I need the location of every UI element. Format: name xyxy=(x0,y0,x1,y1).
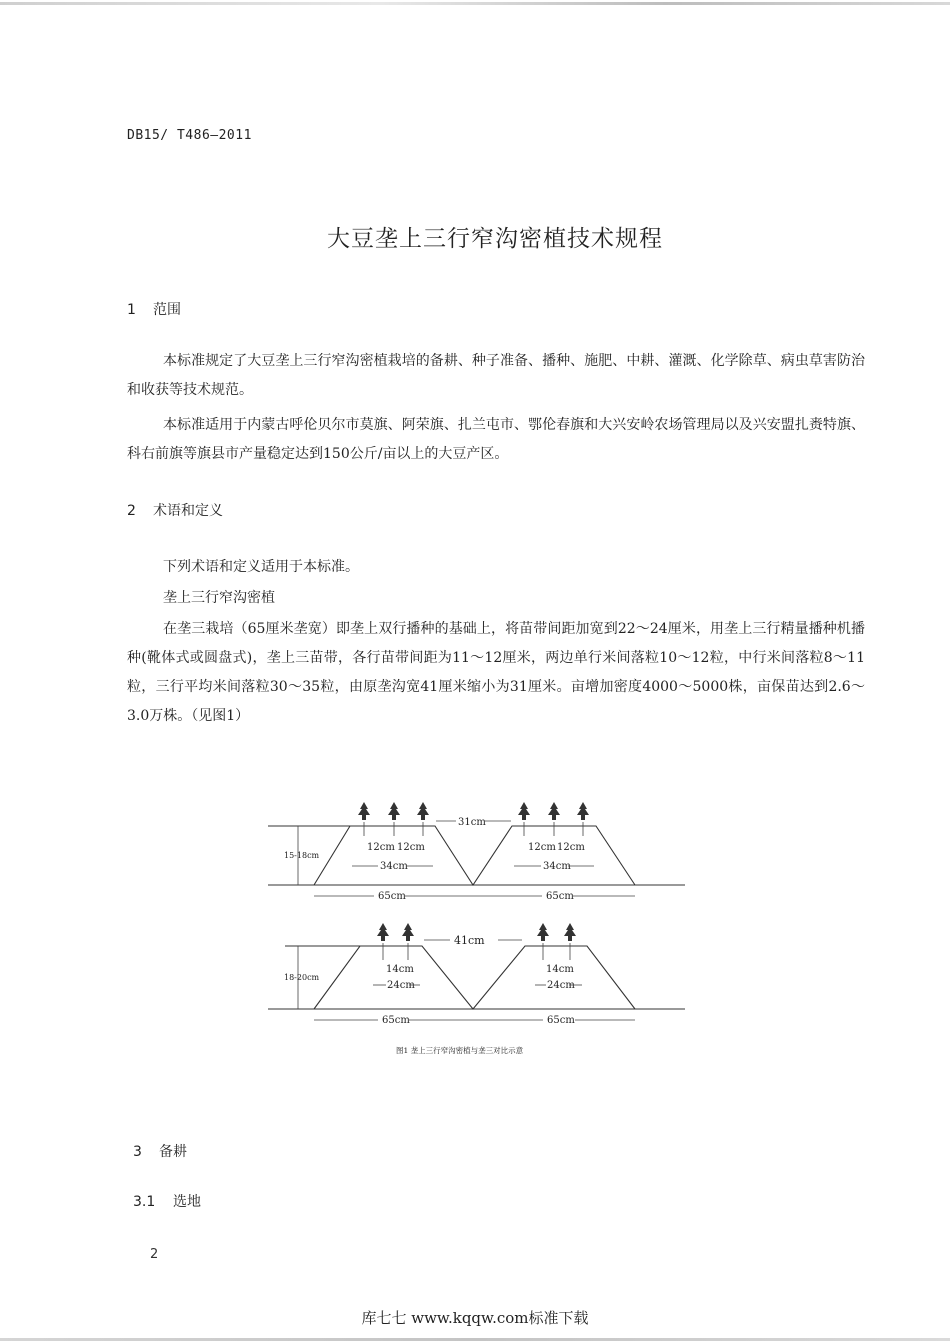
figure-1-diagram xyxy=(260,800,700,1070)
section-number: 3 xyxy=(133,1144,142,1160)
scan-edge-top xyxy=(0,2,950,5)
ridge-width-label: 65cm xyxy=(546,891,574,902)
band-width-label: 34cm xyxy=(380,861,408,872)
row-spacing-label: 12cm xyxy=(528,842,556,853)
ridge-width-label: 65cm xyxy=(382,1015,410,1026)
document-code: DB15/ T486—2011 xyxy=(127,128,252,143)
footer-watermark: 库七七 www.kqqw.com标准下载 xyxy=(361,1309,589,1327)
section-3-1-heading xyxy=(133,1191,201,1211)
section-title: 范围 xyxy=(153,302,181,318)
ridge-width-label: 65cm xyxy=(378,891,406,902)
section-title: 选地 xyxy=(173,1194,201,1210)
plant-icon xyxy=(537,923,549,941)
row-spacing-label: 14cm xyxy=(546,964,574,975)
plant-icon xyxy=(417,802,429,820)
bottom-ridge-diagram xyxy=(268,923,685,1026)
row-spacing-label: 14cm xyxy=(386,964,414,975)
plant-icon xyxy=(564,923,576,941)
row-spacing-label: 12cm xyxy=(397,842,425,853)
document-title: 大豆垄上三行窄沟密植技术规程 xyxy=(327,226,663,252)
scope-paragraph-2: 本标准适用于内蒙古呼伦贝尔市莫旗、阿荣旗、扎兰屯市、鄂伦春旗和大兴安岭农场管理局以及兴安盟扎赉特旗、科右前旗等旗县市产量稳定达到150公斤/亩以上的大豆产区。 xyxy=(127,417,865,462)
term-definition: 在垄三栽培（65厘米垄宽）即垄上双行播种的基础上，将苗带间距加宽到22～24厘米，用垄上三行精量播种机播种(靴体式或圆盘式)，垄上三苗带，各行苗带间距为11～12厘米，两边单行米间落粒10～12粒，中行米间落粒8～11粒，三行平均米间落粒30～35粒，由原垄沟宽41厘米缩小为31厘米。亩增加密度4000～5000株，亩保苗达到2.6～3.0万株。（见图1） xyxy=(127,621,865,724)
plant-icon xyxy=(518,802,530,820)
plant-icon xyxy=(377,923,389,941)
plant-icon xyxy=(358,802,370,820)
ridge-profile xyxy=(314,826,635,885)
row-spacing-label: 12cm xyxy=(557,842,585,853)
height-label: 15-18cm xyxy=(284,851,320,860)
plant-icon xyxy=(548,802,560,820)
section-number: 1 xyxy=(127,302,136,318)
ridge-width-label: 65cm xyxy=(547,1015,575,1026)
band-width-label: 34cm xyxy=(543,861,571,872)
top-ridge-diagram xyxy=(268,802,685,902)
furrow-gap-label: 41cm xyxy=(454,934,485,947)
section-number: 2 xyxy=(127,503,136,519)
term-name: 垄上三行窄沟密植 xyxy=(163,590,275,606)
furrow-gap-label: 31cm xyxy=(458,817,486,828)
figure-caption: 图1 垄上三行窄沟密植与垄三对比示意 xyxy=(396,1046,524,1055)
section-title: 术语和定义 xyxy=(153,503,223,519)
plant-icon xyxy=(402,923,414,941)
row-spacing-label: 12cm xyxy=(367,842,395,853)
plant-icon xyxy=(577,802,589,820)
section-number: 3.1 xyxy=(133,1194,156,1210)
plant-icon xyxy=(388,802,400,820)
section-2-heading xyxy=(127,500,223,520)
terms-intro: 下列术语和定义适用于本标准。 xyxy=(163,559,359,575)
ridge-profile xyxy=(314,946,635,1009)
page-number: 2 xyxy=(150,1247,159,1262)
band-width-label: 24cm xyxy=(547,980,575,991)
section-title: 备耕 xyxy=(159,1144,187,1160)
section-1-heading xyxy=(127,299,181,319)
scope-paragraph-1: 本标准规定了大豆垄上三行窄沟密植栽培的备耕、种子准备、播种、施肥、中耕、灌溉、化学除草、病虫草害防治和收获等技术规范。 xyxy=(127,353,865,398)
section-3-heading xyxy=(133,1141,187,1161)
scan-edge-bottom xyxy=(0,1338,950,1341)
height-label: 18-20cm xyxy=(284,973,320,982)
band-width-label: 24cm xyxy=(387,980,415,991)
